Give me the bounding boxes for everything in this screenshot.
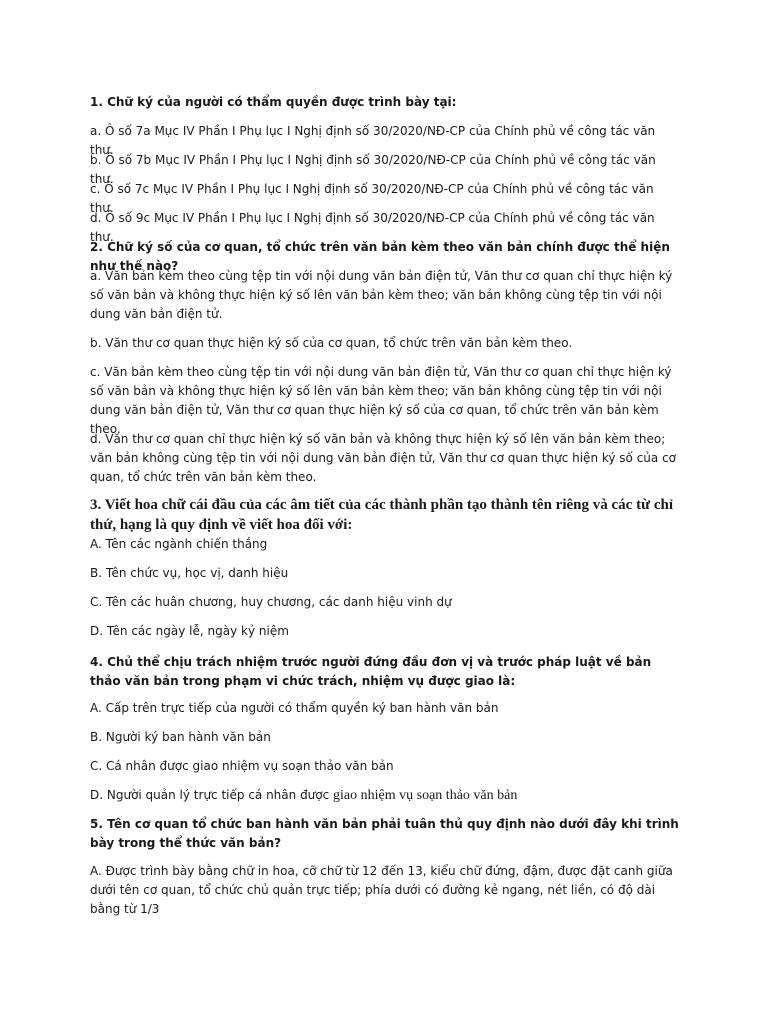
question-3-title: 3. Viết hoa chữ cái đầu của các âm tiết của các thành phần tạo thành tên riêng và các từ chỉ thứ, hạng là quy định về viết hoa đối với: [90, 497, 673, 533]
question-1-option-d: d. Ô số 9c Mục IV Phần I Phụ lục I Nghị định số 30/2020/NĐ-CP của Chính phủ về công tác văn thư. [90, 211, 655, 244]
question-2-option-a: a. Văn bản kèm theo cùng tệp tin với nội dung văn bản điện tử, Văn thư cơ quan chỉ thực hiện ký số văn bản và không thực hiện ký số lên văn bản kèm theo; văn bản không cùng tệp tin với nội dung văn bản điện tử. [90, 269, 673, 321]
question-1-option-a: a. Ô số 7a Mục IV Phần I Phụ lục I Nghị định số 30/2020/NĐ-CP của Chính phủ về công tác văn thư. [90, 124, 656, 157]
question-4-option-d-end: giao nhiệm vụ soạn thảo văn bản [333, 788, 518, 803]
question-4-option-d-start: D. Người quản lý trực tiếp cá nhân được [90, 788, 334, 802]
question-2-option-d: d. Văn thư cơ quan chỉ thực hiện ký số văn bản và không thực hiện ký số lên văn bản kèm theo; văn bản không cùng tệp tin với nội dung văn bản điện tử, Văn thư cơ quan thực hiện ký số của cơ quan, tổ chức trên văn bản kèm theo. [90, 432, 677, 484]
question-1-title: 1. Chữ ký của người có thẩm quyền được trình bày tại: [90, 95, 457, 109]
question-3-option-d: D. Tên các ngày lễ, ngày kỷ niệm [90, 624, 289, 638]
question-4-option-d [90, 786, 680, 805]
question-4-option-b: B. Người ký ban hành văn bản [90, 730, 271, 744]
question-3-option-a: A. Tên các ngành chiến thắng [90, 537, 268, 551]
question-1-option-c: c. Ô số 7c Mục IV Phần I Phụ lục I Nghị định số 30/2020/NĐ-CP của Chính phủ về công tác văn thư. [90, 182, 654, 215]
question-5-option-a: A. Được trình bày bằng chữ in hoa, cỡ chữ từ 12 đến 13, kiểu chữ đứng, đậm, được đặt canh giữa dưới tên cơ quan, tổ chức chủ quản trực tiếp; phía dưới có đường kẻ ngang, nét liền, có độ dài bằng từ 1/3 [90, 864, 673, 916]
question-1-option-b: b. Ô số 7b Mục IV Phần I Phụ lục I Nghị định số 30/2020/NĐ-CP của Chính phủ về công tác văn thư. [90, 153, 656, 186]
question-3-option-c: C. Tên các huân chương, huy chương, các danh hiệu vinh dự [90, 595, 452, 609]
question-2-option-c: c. Văn bản kèm theo cùng tệp tin với nội dung văn bản điện tử, Văn thư cơ quan chỉ thực hiện ký số văn bản và không thực hiện ký số lên văn bản kèm theo; văn bản không cùng tệp tin với nội dung văn bản điện tử, Văn thư cơ quan thực hiện ký số của cơ quan, tổ chức trên văn bản kèm theo. [90, 365, 672, 436]
question-4-option-c: C. Cá nhân được giao nhiệm vụ soạn thảo văn bản [90, 759, 394, 773]
question-4-title: 4. Chủ thể chịu trách nhiệm trước người đứng đầu đơn vị và trước pháp luật về bản thảo văn bản trong phạm vi chức trách, nhiệm vụ được giao là: [90, 655, 652, 688]
question-4-option-a: A. Cấp trên trực tiếp của người có thẩm quyền ký ban hành văn bản [90, 701, 499, 715]
question-2-option-b: b. Văn thư cơ quan thực hiện ký số của cơ quan, tổ chức trên văn bản kèm theo. [90, 336, 573, 350]
question-2-title: 2. Chữ ký số của cơ quan, tổ chức trên văn bản kèm theo văn bản chính được thể hiện như thế nào? [90, 240, 670, 273]
question-5-title: 5. Tên cơ quan tổ chức ban hành văn bản phải tuân thủ quy định nào dưới đây khi trình bày trong thể thức văn bản? [90, 817, 679, 850]
question-3-option-b: B. Tên chức vụ, học vị, danh hiệu [90, 566, 289, 580]
